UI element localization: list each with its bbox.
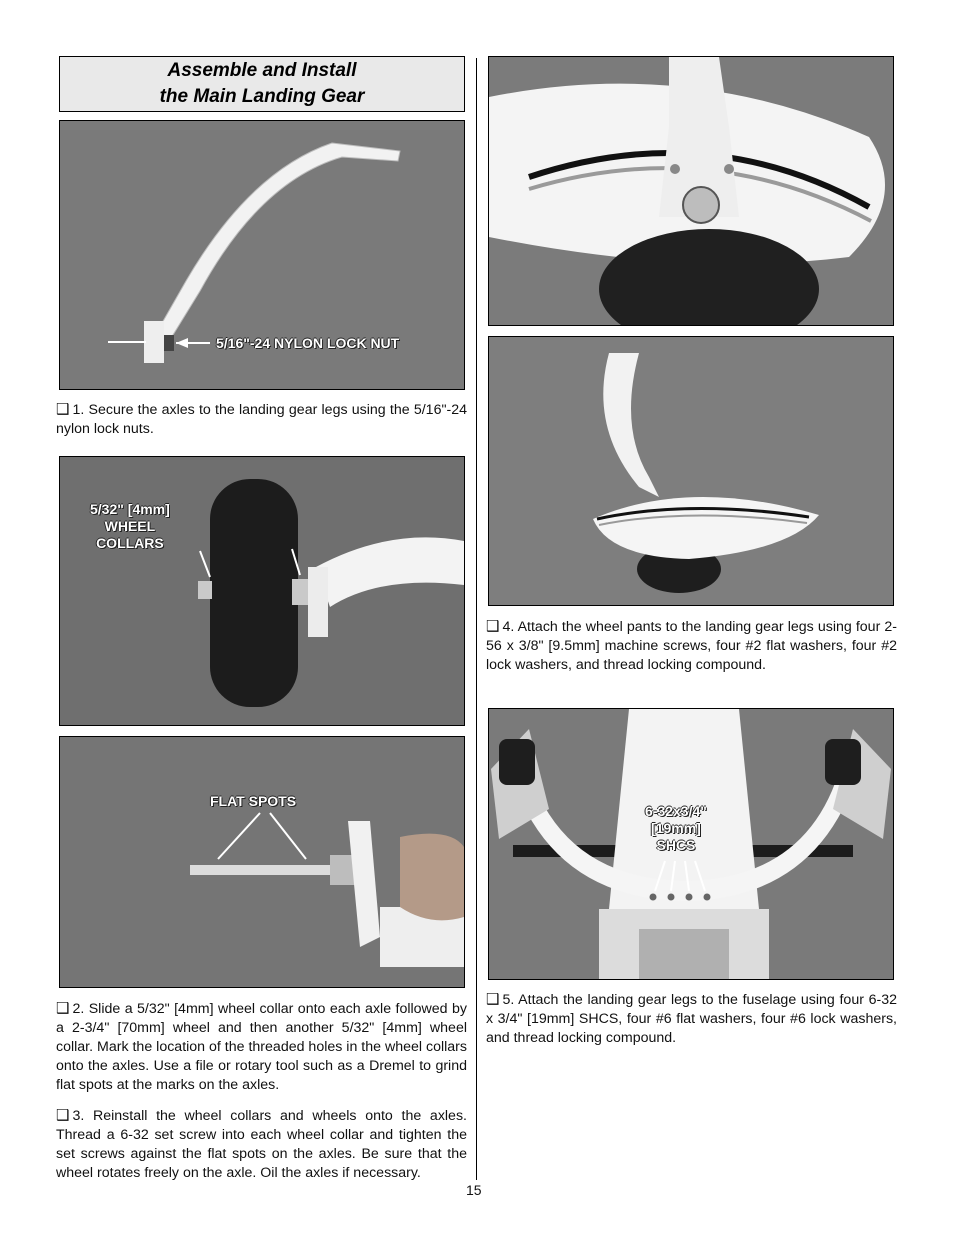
shcs-callout-line3: SHCS: [656, 837, 696, 853]
section-title-line1: Assemble and Install: [167, 60, 357, 81]
step-2: [56, 999, 467, 1095]
wheel-collars-callout-line1: 5/32" [4mm]: [90, 501, 170, 517]
step-5: [486, 990, 897, 1048]
wheel-collars-callout-line3: COLLARS: [96, 535, 164, 551]
checkbox-icon[interactable]: ❑: [486, 618, 500, 635]
shcs-callout-line1: 6-32x3/4": [645, 803, 707, 819]
step-1-text: 1. Secure the axles to the landing gear legs using the 5/16"-24 nylon lock nuts.: [56, 402, 467, 437]
lock-nut-callout: 5/16"-24 NYLON LOCK NUT: [216, 335, 400, 351]
column-divider: [476, 58, 477, 1180]
step-4: [486, 617, 897, 675]
flat-spots-callout: FLAT SPOTS: [210, 793, 297, 809]
shcs-callout: [645, 803, 707, 854]
photo-landing-gear-lock-nut: [59, 120, 465, 390]
step-4-text: 4. Attach the wheel pants to the landing gear legs using four 2-56 x 3/8" [9.5mm] machine screws, four #2 flat washers, four #2 lock washers, and thread locking compound.: [486, 619, 897, 673]
photo-wheel-collars: [59, 456, 465, 726]
checkbox-icon[interactable]: ❑: [486, 991, 500, 1008]
step-3: [56, 1106, 467, 1183]
step-3-text: 3. Reinstall the wheel collars and wheels onto the axles. Thread a 6-32 set screw into each wheel collar and tighten the set screws against the flat spots on the axles. Be sure that the wheel rotates freely on the axle. Oil the axles if necessary.: [56, 1108, 467, 1181]
checkbox-icon[interactable]: ❑: [56, 401, 70, 418]
checkbox-icon[interactable]: ❑: [56, 1107, 70, 1124]
photo-wheel-pant-closeup: [488, 56, 894, 326]
shcs-callout-line2: [19mm]: [651, 820, 701, 836]
page-number: 15: [466, 1182, 482, 1198]
section-title-line2: the Main Landing Gear: [159, 86, 365, 107]
photo-gear-on-fuselage: [488, 708, 894, 980]
wheel-illustration: [60, 457, 464, 725]
section-title-box: [59, 56, 465, 112]
photo-flat-spots: [59, 736, 465, 988]
wheel-pant-installed-illustration: [489, 337, 893, 605]
checkbox-icon[interactable]: ❑: [56, 1000, 70, 1017]
step-2-text: 2. Slide a 5/32" [4mm] wheel collar onto each axle followed by a 2-3/4" [70mm] wheel and then another 5/32" [4mm] wheel collar. Mark the location of the threaded holes in the wheel collars onto the axles. Use a file or rotary tool such as a Dremel to grind flat spots at the marks on the axles.: [56, 1001, 467, 1093]
wheel-pant-closeup-illustration: [489, 57, 893, 325]
step-1: [56, 400, 467, 439]
wheel-collars-callout: [90, 501, 170, 552]
axle-illustration: [60, 737, 464, 987]
step-5-text: 5. Attach the landing gear legs to the fuselage using four 6-32 x 3/4" [19mm] SHCS, four #6 flat washers, four #6 lock washers, and thread locking compound.: [486, 992, 897, 1046]
wheel-collars-callout-line2: WHEEL: [104, 518, 156, 534]
photo-wheel-pant-installed: [488, 336, 894, 606]
